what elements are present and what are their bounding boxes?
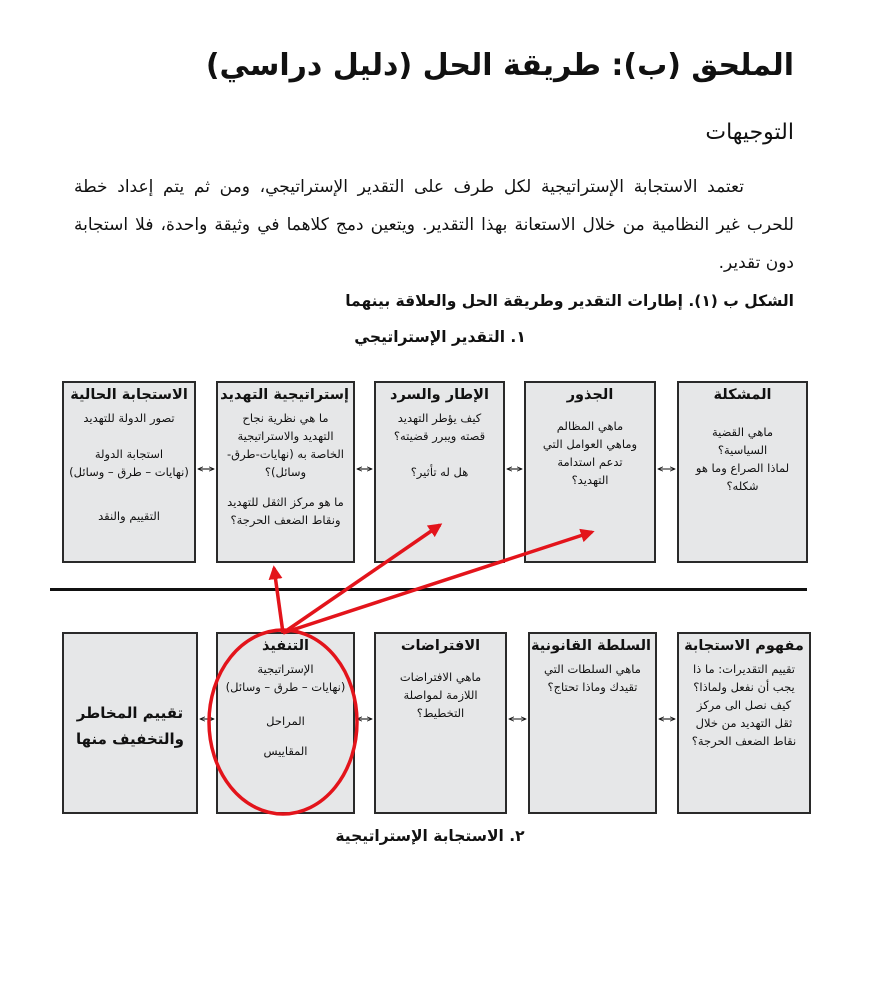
box-threat-strategy-line: ما هي نظرية نجاح xyxy=(242,411,329,425)
section2-label: ٢. الاستجابة الإستراتيجية xyxy=(335,827,525,845)
box-frame-line: كيف يؤطر التهديد xyxy=(397,411,482,425)
box-problem-line: السياسية؟ xyxy=(717,443,768,457)
box-frame-narrative xyxy=(374,381,505,563)
box-problem-line: ماهي القضية xyxy=(711,425,774,439)
box-roots-title: الجذور xyxy=(566,387,614,403)
box-response-concept-line: كيف نصل الى مركز xyxy=(696,698,792,712)
box-legal-authority-title: السلطة القانونية xyxy=(530,638,651,654)
box-implementation-line: المراحل xyxy=(266,714,305,728)
box-response-concept-line: نقاط الضعف الحرجة؟ xyxy=(691,734,797,748)
box-risk-line: تقييم المخاطر xyxy=(76,704,184,722)
box-frame-extra: هل له تأثير؟ xyxy=(410,465,469,479)
box-roots xyxy=(524,381,656,563)
box-response-concept-line: يجب أن نفعل ولماذا؟ xyxy=(693,680,795,694)
box-current-response-line: استجابة الدولة xyxy=(94,447,164,461)
box-legal-authority-line: ماهي السلطات التي xyxy=(544,662,641,676)
box-current-response-line: تصور الدولة للتهديد xyxy=(83,411,175,425)
intro-paragraph xyxy=(74,168,794,282)
box-current-response xyxy=(62,381,196,563)
box-threat-strategy-title: إستراتيجية التهديد xyxy=(220,387,349,403)
box-implementation-line: الإستراتيجية xyxy=(257,662,314,676)
box-threat-strategy-extra: ما هو مركز الثقل للتهديد xyxy=(227,495,344,509)
box-response-concept-line: تقييم التقديرات: ما ذا xyxy=(692,662,796,676)
box-response-concept-title: مفهوم الاستجابة xyxy=(684,638,804,654)
box-assumptions-line: اللازمة لمواصلة xyxy=(403,688,478,702)
box-problem-line: لماذا الصراع وما هو xyxy=(695,461,790,475)
box-roots-line: ماهي المظالم xyxy=(556,419,624,433)
box-roots-line: تدعم استدامة xyxy=(557,455,623,469)
box-problem-title: المشكلة xyxy=(713,387,772,403)
section-divider xyxy=(50,588,807,591)
box-roots-line: التهديد؟ xyxy=(571,473,609,487)
box-implementation-title: التنفيذ xyxy=(262,638,309,654)
box-threat-strategy-line: وسائل)؟ xyxy=(264,465,307,479)
section1-label: ١. التقدير الإستراتيجي xyxy=(354,328,526,346)
box-implementation xyxy=(216,632,355,814)
box-problem-line: شكله؟ xyxy=(726,479,759,493)
box-threat-strategy-line: التهديد والاستراتيجية xyxy=(237,429,334,443)
box-assumptions-title: الافتراضات xyxy=(400,638,481,654)
box-current-response-line: (نهايات – طرق – وسائل) xyxy=(69,465,189,479)
box-implementation-line: المقاييس xyxy=(263,744,308,758)
figure-caption: الشكل ب (١). إطارات التقدير وطريقة الحل والعلاقة بينهما xyxy=(345,292,794,310)
box-assumptions-line: التخطيط؟ xyxy=(416,706,465,720)
box-roots-line: وماهي العوامل التي xyxy=(542,437,638,451)
page-title: الملحق (ب): طريقة الحل (دليل دراسي) xyxy=(205,48,794,83)
box-current-response-title: الاستجابة الحالية xyxy=(70,387,188,403)
box-threat-strategy xyxy=(216,381,355,563)
box-assumptions-line: ماهي الافتراضات xyxy=(399,670,482,684)
box-problem xyxy=(677,381,808,563)
box-legal-authority-line: تقيدك وماذا تحتاج؟ xyxy=(547,680,638,694)
box-threat-strategy-line: الخاصة به (نهايات-طرق- xyxy=(227,447,344,461)
box-legal-authority xyxy=(528,632,657,814)
box-response-concept-line: ثقل التهديد من خلال xyxy=(695,716,793,730)
box-response-concept xyxy=(677,632,811,814)
box-threat-strategy-extra: ونقاط الضعف الحرجة؟ xyxy=(230,513,341,527)
box-risk-assessment xyxy=(62,632,198,814)
box-risk-line: والتخفيف منها xyxy=(76,730,184,748)
box-frame-title: الإطار والسرد xyxy=(390,387,489,403)
box-implementation-line: (نهايات – طرق – وسائل) xyxy=(225,680,346,694)
intro-paragraph-text: تعتمد الاستجابة الإستراتيجية لكل طرف على التقدير الإستراتيجي، ومن ثم يتم إعداد خطة للحرب غير النظامية من خلال الاستعانة بهذا التقدير. ويتعين دمج كلاهما في وثيقة واحدة، فلا استجابة دون تقدير. xyxy=(74,177,794,273)
box-frame-line: قصته ويبرر قضيته؟ xyxy=(393,429,486,443)
box-assumptions xyxy=(374,632,507,814)
section-heading: التوجيهات xyxy=(705,120,794,145)
box-current-response-line: التقييم والنقد xyxy=(98,509,160,523)
